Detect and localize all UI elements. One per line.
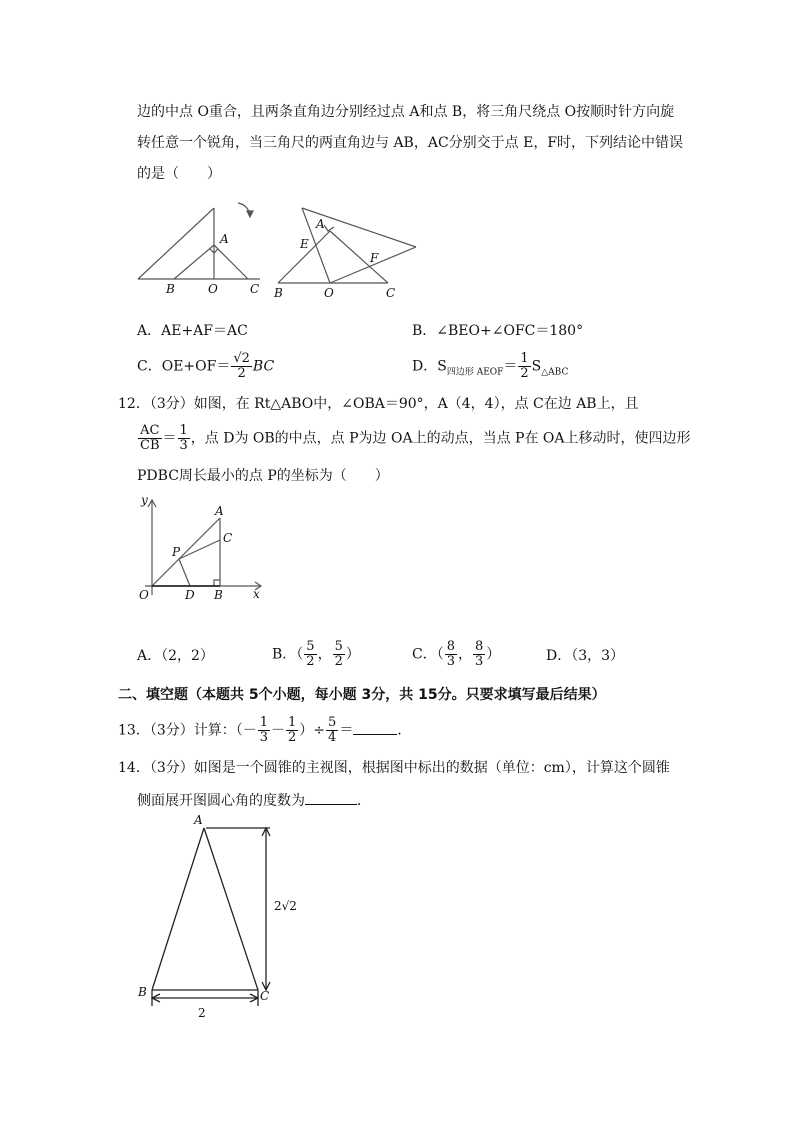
q11-label-A-right: A (316, 217, 325, 231)
cone-left-edge (152, 828, 204, 990)
q11-line-3: 的是（ ） (137, 166, 221, 182)
q11-option-d-fraction (518, 352, 530, 381)
q13-fraction-3 (326, 716, 338, 745)
q11-option-d-equals: ＝ (503, 358, 518, 375)
q12-option-b-num-1: 5 (306, 639, 315, 654)
q12-figure (135, 495, 270, 605)
q11-option-d-suffix: S (531, 358, 542, 375)
q11-option-b: B．∠BEO+∠OFC＝180° (412, 323, 584, 339)
q14-label-B: B (138, 985, 147, 999)
q13 (118, 716, 411, 745)
q12-line-2-rest: ，点 D为 OB的中点，点 P为边 OA上的动点，当点 P在 OA上移动时，使四边形 (190, 430, 691, 447)
q12-label-A: A (215, 504, 224, 518)
q12-option-c-suffix: ） (486, 646, 501, 663)
q11-option-c-denominator: 2 (237, 366, 246, 381)
q13-num-1: 1 (259, 715, 269, 730)
q12-option-b-fraction-1 (304, 640, 316, 669)
q11-label-O-left: O (208, 282, 218, 296)
q14-answer-blank[interactable] (305, 790, 357, 805)
q11-option-d-subscript-2: △ABC (541, 367, 569, 378)
q12-option-c-fraction-2 (473, 640, 485, 669)
q11-option-d-numerator: 1 (520, 351, 529, 366)
q11-label-C-right: C (386, 286, 396, 300)
q12-option-c-separator: ， (458, 646, 472, 663)
q12-option-b-suffix: ） (345, 646, 360, 663)
q12-option-b-separator: ， (317, 646, 332, 663)
q14-line-2-end: ． (357, 793, 371, 809)
q12-option-c-prefix: C．（ (412, 646, 444, 663)
q13-equals: ＝ (339, 722, 354, 739)
section-2-title: 二、填空题（本题共 5个小题，每小题 3分，共 15分。只要求填写最后结果） (118, 687, 606, 703)
q12-option-b-fraction-2 (333, 640, 345, 669)
q13-answer-blank[interactable] (353, 720, 397, 735)
q11-option-c-suffix: BC (252, 358, 275, 375)
q11-option-d (412, 352, 568, 382)
q13-divide: ）÷ (299, 722, 326, 739)
q11-option-d-denominator: 2 (520, 366, 529, 381)
q11-label-A-left: A (220, 232, 229, 246)
q11-label-E: E (300, 237, 309, 251)
q11-line-2: 转任意一个锐角，当三角尺的两直角边与 AB，AC分别交于点 E，F时，下列结论中错误 (137, 135, 684, 151)
q12-option-b-prefix: B．（ (272, 646, 304, 663)
q11-figure (130, 195, 430, 300)
q13-fraction-2 (286, 716, 298, 745)
q12-ratio-equals: ＝ (162, 430, 177, 447)
q12-option-c-num-1: 8 (446, 639, 455, 654)
q12-option-d: D．（3，3） (546, 648, 625, 664)
q12-label-y: y (141, 495, 148, 507)
q12-label-O: O (139, 588, 149, 602)
q12-line-3: PDBC周长最小的点 P的坐标为（ ） (137, 468, 389, 484)
q12-label-P: P (172, 545, 181, 559)
q12-option-b-den-1: 2 (306, 654, 315, 669)
q12-label-D: D (185, 588, 195, 602)
q12-line-2 (137, 424, 691, 453)
q13-den-1: 3 (259, 730, 269, 745)
q12-ratio-fraction (138, 424, 162, 453)
q12-label-B: B (214, 588, 223, 602)
q12-ratio-numerator: AC (138, 424, 162, 439)
q11-label-O-right: O (324, 286, 334, 300)
q13-den-3: 4 (328, 730, 337, 745)
q11-label-B-right: B (274, 286, 283, 300)
q11-figure-right (278, 208, 416, 283)
q11-option-c-prefix: C．OE+OF＝ (137, 358, 231, 375)
q13-den-2: 2 (288, 730, 297, 745)
q12-option-c-fraction-1 (445, 640, 457, 669)
q14-label-A: A (194, 813, 203, 827)
q13-num-2: 1 (288, 715, 297, 730)
q11-option-c-fraction (231, 352, 252, 381)
q12-label-x: x (253, 587, 260, 601)
q12-option-a: A．（2，2） (137, 648, 214, 664)
q12-option-c-den-2: 3 (475, 654, 484, 669)
q12-option-c (412, 640, 500, 669)
q11-option-c-numerator: √2 (233, 351, 250, 366)
q13-minus: － (271, 722, 286, 739)
q12-option-c-num-2: 8 (475, 639, 484, 654)
q11-option-d-prefix: D．S (412, 358, 447, 375)
q14-line-1: 14．（3分）如图是一个圆锥的主视图，根据图中标出的数据（单位：cm），计算这个圆锥 (118, 760, 670, 776)
q14-line-2-text: 侧面展开图圆心角的度数为 (137, 793, 305, 809)
q14-line-2 (137, 790, 371, 811)
q11-label-C-left: C (250, 282, 260, 296)
q11-line-1: 边的中点 O重合，且两条直角边分别经过点 A和点 B，将三角尺绕点 O按顺时针方向旋 (137, 104, 675, 120)
q12-option-b (272, 640, 360, 669)
q12-line-1: 12．（3分）如图，在 Rt△ABO中，∠OBA＝90°，A（4，4），点 C在边 AB上，且 (118, 396, 639, 412)
q11-option-a: A．AE+AF＝AC (137, 323, 248, 339)
q13-prefix: 13．（3分）计算：（－ (118, 722, 257, 739)
q11-option-c (137, 352, 274, 381)
q13-num-3: 5 (328, 715, 337, 730)
q12-label-C: C (223, 531, 233, 545)
q11-option-d-subscript: 四边形 AEOF (446, 367, 504, 378)
q13-fraction-1 (258, 716, 270, 745)
q12-ratio-value (178, 424, 190, 453)
q13-end: ． (397, 722, 412, 739)
q14-label-C: C (260, 989, 270, 1003)
q14-base-label: 2 (198, 1006, 206, 1020)
q11-figure-left (138, 203, 260, 279)
q11-label-F: F (370, 251, 379, 265)
q14-figure (130, 810, 300, 1025)
q12-option-b-den-2: 2 (334, 654, 343, 669)
cone-right-edge (204, 828, 258, 990)
q11-label-B-left: B (166, 282, 175, 296)
q12-ratio-value-numerator: 1 (179, 423, 188, 438)
q12-ratio-value-denominator: 3 (179, 438, 188, 453)
q12-option-c-den-1: 3 (446, 654, 455, 669)
q12-option-b-num-2: 5 (334, 639, 343, 654)
q12-ratio-denominator: CB (140, 438, 160, 453)
q14-height-label: 2√2 (274, 899, 297, 913)
